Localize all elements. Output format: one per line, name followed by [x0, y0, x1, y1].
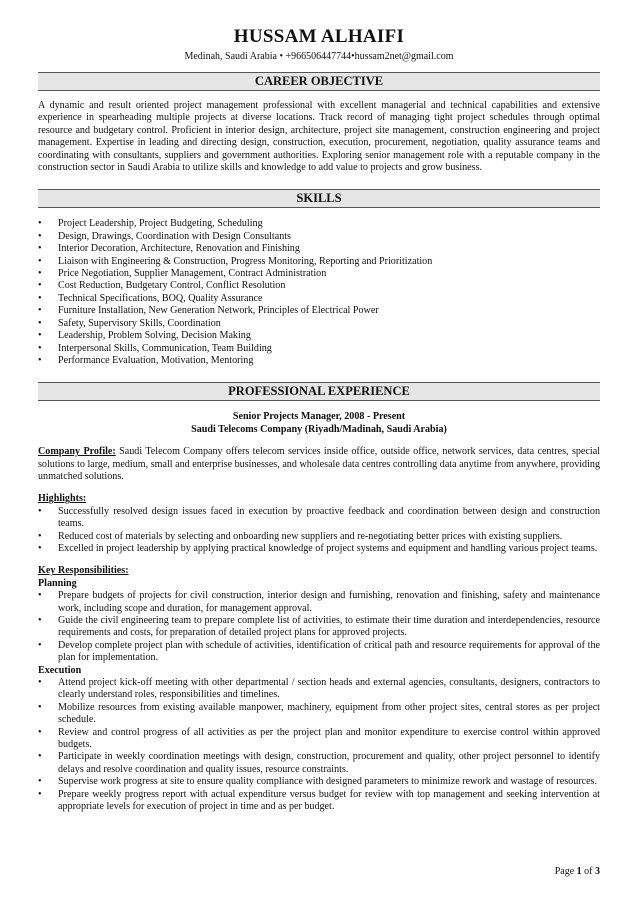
planning-item: • Develop complete project plan with schedule of activities, identification of critical path and resource requirements for approval of the plan for implementation.: [38, 640, 600, 665]
planning-list: [38, 590, 600, 664]
resume-page: [38, 0, 600, 814]
company-profile: [38, 446, 600, 483]
skills-list: [38, 218, 600, 367]
execution-label: Execution: [38, 664, 82, 676]
candidate-name: HUSSAM ALHAIFI: [233, 26, 405, 47]
highlight-item: • Reduced cost of materials by selecting and onboarding new suppliers and re-negotiating better prices with existing suppliers.: [38, 531, 600, 543]
skill-item: • Technical Specifications, BOQ, Quality Assurance: [38, 293, 600, 305]
company-profile-label: Company Profile:: [38, 446, 116, 458]
execution-item: • Attend project kick-off meeting with other departmental / section heads and external agencies, consultants, designers, contractors to clearly understand roles, responsibilities and timelines.: [38, 677, 600, 702]
skill-item: • Price Negotiation, Supplier Management, Contract Administration: [38, 268, 600, 280]
skill-item: • Interior Decoration, Architecture, Renovation and Finishing: [38, 243, 600, 255]
skill-item: • Safety, Supervisory Skills, Coordination: [38, 318, 600, 330]
skill-item: • Interpersonal Skills, Communication, Team Building: [38, 343, 600, 355]
execution-item: • Review and control progress of all activities as per the project plan and monitor expenditure to exercise control within approved budgets.: [38, 727, 600, 752]
job-role: Senior Projects Manager, 2008 - Present: [232, 411, 406, 423]
responsibilities-label: Key Responsibilities:: [38, 565, 129, 577]
contact-line: Medinah, Saudi Arabia • +966506447744•hussam2net@gmail.com: [184, 51, 454, 62]
execution-list: [38, 677, 600, 813]
company-profile-text: Saudi Telecom Company offers telecom services inside office, outside office, network services, data centres, special solutions to large, medium, small and enterprise businesses, and wholesale data centres controlling data anytime from anywhere, providing unmatched solutions.: [38, 446, 600, 482]
section-skills: SKILLS: [38, 189, 600, 208]
skill-item: • Leadership, Problem Solving, Decision Making: [38, 330, 600, 342]
skill-item: • Liaison with Engineering & Construction, Progress Monitoring, Reporting and Prioritization: [38, 256, 600, 268]
career-objective-text: A dynamic and result oriented project management professional with excellent managerial and technical capabilities and extensive experience in spearheading multiple projects at diverse locations. Track record of managing tight project schedules through optimal resource and budgetary control. Proficient in interior design, architecture, project site management, construction engineering and project management. Expertise in leading and directing design, construction, execution, procurement, negotiation, quality assurance teams and coordinating with consultants, suppliers and government authorities. Exploring senior management role with a reputable company in the construction sector in Saudi Arabia to utilize skills and knowledge to add value to projects and grow business.: [38, 100, 600, 174]
highlight-item: • Successfully resolved design issues faced in execution by proactive feedback and coordination between design and construction teams.: [38, 506, 600, 531]
job-company: Saudi Telecoms Company (Riyadh/Madinah, Saudi Arabia): [191, 423, 447, 435]
skill-item: • Performance Evaluation, Motivation, Mentoring: [38, 355, 600, 367]
execution-item: • Mobilize resources from existing available manpower, machinery, equipment from other project sites, central stores as per project schedule.: [38, 702, 600, 727]
section-professional-experience: PROFESSIONAL EXPERIENCE: [38, 382, 600, 401]
highlights-label: Highlights:: [38, 493, 87, 505]
highlight-item: • Excelled in project leadership by applying practical knowledge of project systems and equipment and handling various project teams.: [38, 543, 600, 555]
planning-item: • Guide the civil engineering team to prepare complete list of activities, to estimate their time duration and interdependencies, resource requirements and costs, for preparation of detailed project plans for approved projects.: [38, 615, 600, 640]
planning-label: Planning: [38, 577, 77, 589]
highlights-list: [38, 506, 600, 556]
skill-item: • Design, Drawings, Coordination with Design Consultants: [38, 231, 600, 243]
page-number: Page 1 of 3: [554, 866, 600, 877]
skill-item: • Furniture Installation, New Generation Network, Principles of Electrical Power: [38, 305, 600, 317]
planning-item: • Prepare budgets of projects for civil construction, interior design and furnishing, renovation and finishing, safety and maintenance work, including scope and duration, for management approval.: [38, 590, 600, 615]
section-career-objective: CAREER OBJECTIVE: [38, 72, 600, 91]
execution-item: • Participate in weekly coordination meetings with design, construction, procurement and quality, other project personnel to identify delays and resolve coordination and quality issues, resource constraints.: [38, 751, 600, 776]
skill-item: • Cost Reduction, Budgetary Control, Conflict Resolution: [38, 280, 600, 292]
execution-item: • Prepare weekly progress report with actual expenditure versus budget for review with top management and seeking intervention at appropriate levels for execution of project in time and as per budget.: [38, 789, 600, 814]
skill-item: • Project Leadership, Project Budgeting, Scheduling: [38, 218, 600, 230]
execution-item: • Supervise work progress at site to ensure quality compliance with designed parameters to minimize rework and wastage of resources.: [38, 776, 600, 788]
